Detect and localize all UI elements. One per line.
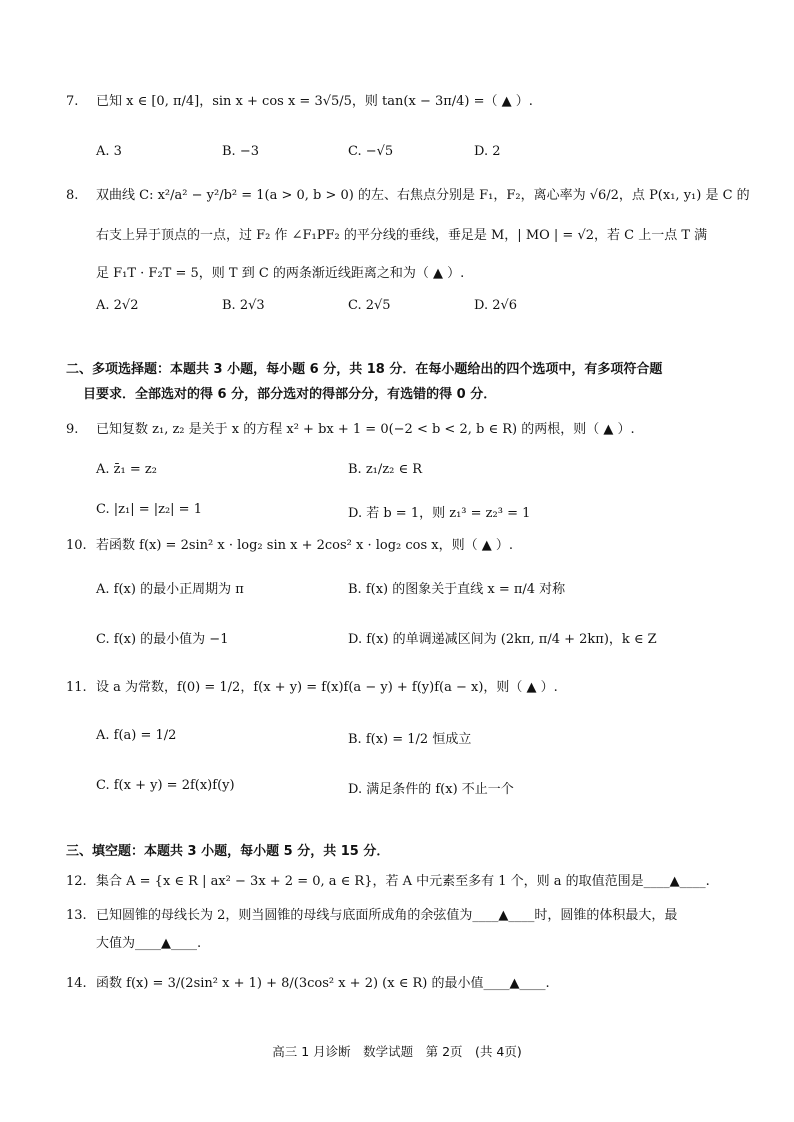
section-heading-line-1: 三、填空题：本题共 3 小题，每小题 5 分，共 15 分．: [66, 844, 390, 859]
option-c: C. f(x) 的最小值为 −1: [96, 632, 229, 647]
section-heading-multiple-choice: [66, 358, 730, 407]
question-14: [66, 974, 730, 994]
option-d: D. 2√6: [474, 298, 518, 313]
question-7: [66, 92, 730, 112]
question-10: [66, 536, 730, 556]
option-b: B. z₁/z₂ ∈ R: [348, 462, 422, 477]
option-b: B. f(x) 的图象关于直线 x = π/4 对称: [348, 582, 566, 597]
question-stem: 函数 f(x) = 3/(2sin² x + 1) + 8/(3cos² x + 2) (x ∈ R) 的最小值____▲____.: [96, 976, 550, 991]
option-a: A. z̄₁ = z₂: [96, 462, 157, 477]
question-stem: 已知复数 z₁, z₂ 是关于 x 的方程 x² + bx + 1 = 0(−2 < b < 2, b ∈ R) 的两根，则（ ▲ ）.: [96, 422, 635, 437]
section-heading-line-2: 目要求．全部选对的得 6 分，部分选对的得部分分，有选错的得 0 分．: [83, 386, 497, 402]
option-d: D. f(x) 的单调递减区间为 (2kπ, π/4 + 2kπ)，k ∈ Z: [348, 632, 657, 647]
option-c: C. 2√5: [348, 298, 391, 313]
question-number: 9.: [66, 422, 79, 437]
question-number: 10.: [66, 538, 87, 553]
question-number: 12.: [66, 874, 87, 889]
question-9: [66, 420, 730, 440]
question-stem-line-1: 已知圆锥的母线长为 2，则当圆锥的母线与底面所成角的余弦值为____▲____时，圆锥的体积最大，最: [96, 908, 678, 923]
section-heading-line-1: 二、多项选择题：本题共 3 小题，每小题 6 分，共 18 分．在每小题给出的四个选项中，有多项符合题: [66, 362, 663, 377]
question-number: 14.: [66, 976, 87, 991]
question-stem: 已知 x ∈ [0, π/4]，sin x + cos x = 3√5/5，则 tan(x − 3π/4) =（ ▲ ）.: [96, 94, 533, 109]
option-a: A. 3: [96, 144, 122, 159]
question-12: [66, 872, 730, 892]
question-8: [66, 186, 750, 284]
question-stem-line-1: 双曲线 C: x²/a² − y²/b² = 1(a > 0, b > 0) 的左、右焦点分别是 F₁，F₂，离心率为 √6/2，点 P(x₁, y₁) 是 C 的: [96, 188, 750, 203]
question-stem-line-2: 大值为____▲____.: [96, 936, 202, 951]
option-b: B. f(x) = 1/2 恒成立: [348, 732, 472, 747]
option-d: D. 2: [474, 144, 501, 159]
option-a: A. f(x) 的最小正周期为 π: [96, 582, 244, 597]
question-stem: 若函数 f(x) = 2sin² x · log₂ sin x + 2cos² x · log₂ cos x，则（ ▲ ）.: [96, 538, 514, 553]
section-heading-fill-in: [66, 840, 730, 865]
question-number: 11.: [66, 680, 87, 695]
page-footer: 高三 1 月诊断 数学试题 第 2页 (共 4页): [272, 1044, 522, 1059]
question-stem-line-2: 右支上异于顶点的一点，过 F₂ 作 ∠F₁PF₂ 的平分线的垂线，垂足是 M，| MO | = √2，若 C 上一点 T 满: [96, 228, 708, 243]
question-stem: 设 a 为常数，f(0) = 1/2，f(x + y) = f(x)f(a − y) + f(y)f(a − x)，则（ ▲ ）.: [96, 680, 558, 695]
question-number: 8.: [66, 188, 79, 203]
question-number: 7.: [66, 94, 79, 109]
option-c: C. |z₁| = |z₂| = 1: [96, 502, 202, 517]
question-stem-line-3: 足 F₁T · F₂T = 5，则 T 到 C 的两条渐近线距离之和为（ ▲ ）.: [96, 266, 465, 281]
question-number: 13.: [66, 908, 87, 923]
question-stem: 集合 A = {x ∈ R | ax² − 3x + 2 = 0, a ∈ R}，若 A 中元素至多有 1 个，则 a 的取值范围是____▲____.: [96, 874, 710, 889]
option-c: C. −√5: [348, 144, 394, 159]
option-a: A. 2√2: [96, 298, 139, 313]
question-13: [66, 906, 730, 954]
option-a: A. f(a) = 1/2: [96, 728, 177, 743]
option-d: D. 若 b = 1，则 z₁³ = z₂³ = 1: [348, 506, 531, 521]
question-11: [66, 678, 730, 698]
option-c: C. f(x + y) = 2f(x)f(y): [96, 778, 235, 793]
option-b: B. 2√3: [222, 298, 265, 313]
option-b: B. −3: [222, 144, 259, 159]
option-d: D. 满足条件的 f(x) 不止一个: [348, 782, 514, 797]
